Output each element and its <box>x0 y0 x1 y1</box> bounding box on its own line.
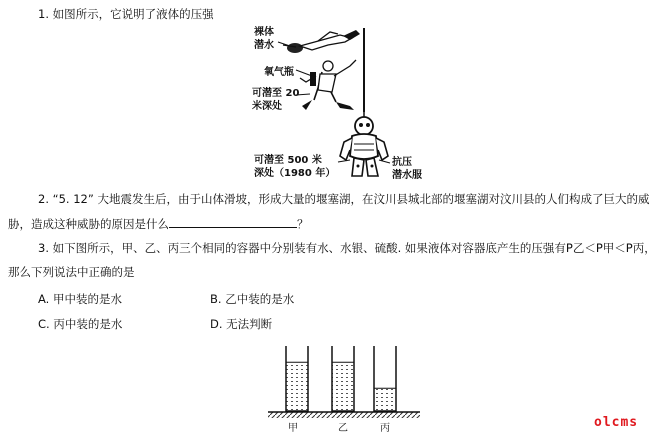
option-d[interactable]: D. 无法判断 <box>210 317 273 331</box>
question-3-line2: 那么下列说法中正确的是 <box>8 265 135 279</box>
label-depth-20-line1: 可潜至 20 <box>252 88 300 99</box>
question-2-prompt: 胁，造成这种威胁的原因是什么 <box>8 217 169 231</box>
question-1-text: 1. 如图所示，它说明了液体的压强 <box>38 7 214 21</box>
question-3-line1: 3. 如下图所示，甲、乙、丙三个相同的容器中分别装有水、水银、硫酸. 如果液体对容器底产生的压强有P乙＜P甲＜P丙， <box>38 241 656 255</box>
label-depth-20-line2: 米深处 <box>252 101 282 112</box>
label-diving: 潜水 <box>254 40 274 51</box>
label-oxygen-tank: 氧气瓶 <box>264 67 294 78</box>
label-naked: 裸体 <box>254 27 274 38</box>
ground-hatching <box>268 412 420 418</box>
label-depth-500-line2: 深处（1980 年） <box>254 168 336 179</box>
watermark: olcms <box>594 415 639 430</box>
container-label-yi: 乙 <box>338 423 348 434</box>
label-pressure-resistant: 抗压 <box>392 157 412 168</box>
label-depth-500-line1: 可潜至 500 米 <box>254 155 322 166</box>
option-a[interactable]: A. 甲中装的是水 <box>38 292 122 306</box>
option-c[interactable]: C. 丙中装的是水 <box>38 317 123 331</box>
question-2-line1: 2. “5. 12” 大地震发生后，由于山体滑坡，形成大量的堰塞湖，在汶川县城北部的堰塞湖对汶川县的人们构成了巨大的威 <box>38 192 650 206</box>
container-jia-liquid <box>286 362 308 411</box>
container-label-bing: 丙 <box>380 423 390 434</box>
question-2-mark: ？ <box>297 217 309 231</box>
container-label-jia: 甲 <box>288 423 298 434</box>
label-diving-suit: 潜水服 <box>392 170 422 181</box>
container-yi-liquid <box>332 362 354 411</box>
container-bing-liquid <box>374 388 396 411</box>
option-b[interactable]: B. 乙中装的是水 <box>210 292 295 306</box>
